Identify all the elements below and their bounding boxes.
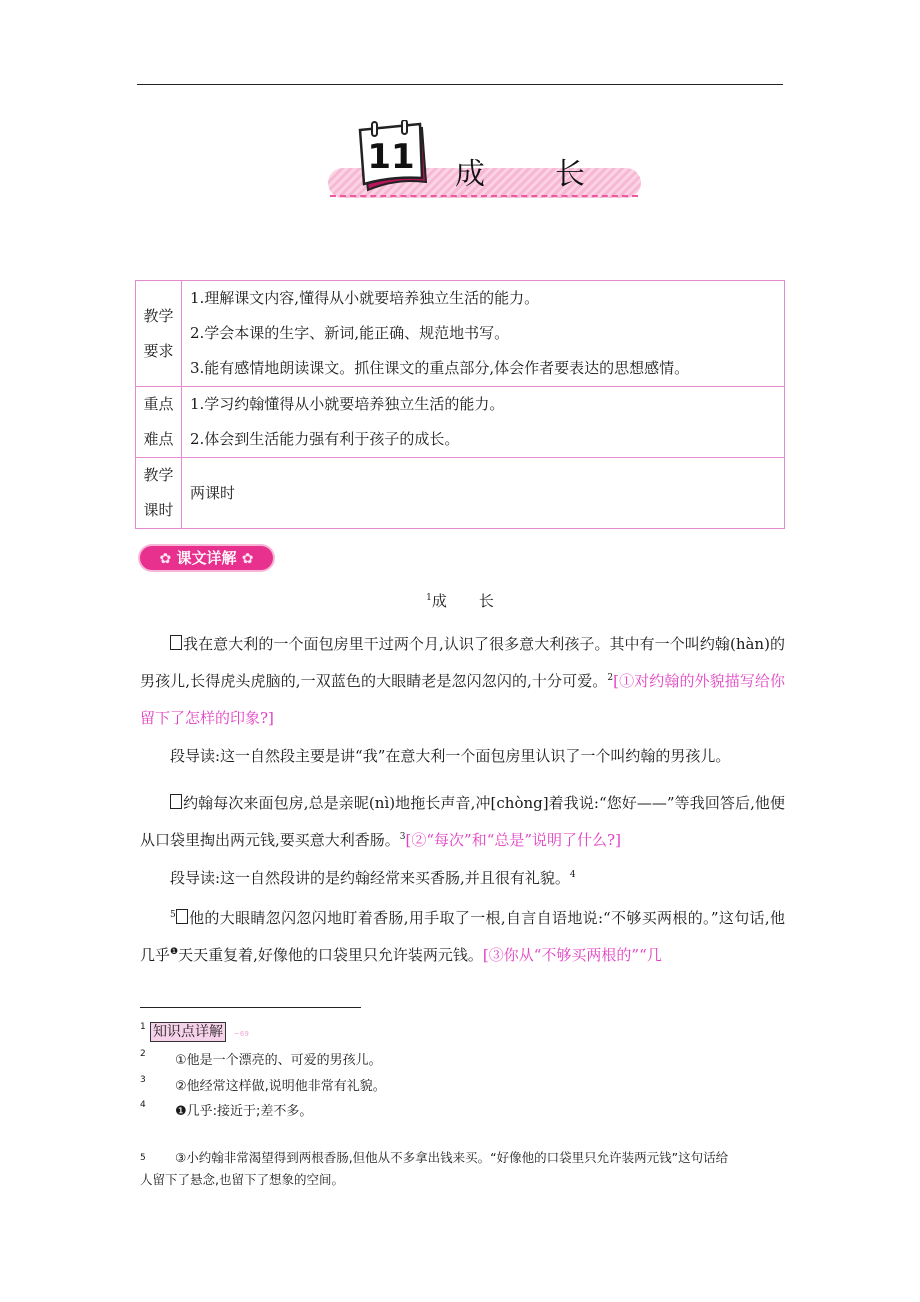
question-note: [②“每次”和“总是”说明了什么?] bbox=[405, 831, 621, 849]
footnote-3: 3 ②他经常这样做,说明他非常有礼貌。 bbox=[140, 1075, 386, 1094]
paragraph-3: $^5$ 他的大眼睛忽闪忽闪地盯着香肠,用手取了一根,自言自语地说:“不够买两根的。”这句话,他几乎$^❶$天天重复着,好像他的口袋里只允许装两元钱。[③你从“不够买两根的”“几 bbox=[140, 909, 785, 964]
guide-2: 段导读:这一自然段讲的是约翰经常来买香肠,并且很有礼貌。$^4$ bbox=[170, 869, 576, 887]
question-note: [③你从“不够买两根的”“几 bbox=[482, 946, 662, 964]
objective-item: 两课时 bbox=[190, 484, 236, 502]
paragraph-2: 约翰每次来面包房,总是亲昵(nì)地拖长声音,冲[chòng]着我说:“您好——”等我回答后,他便从口袋里掏出两元钱,要买意大利香肠。$^3$[②“每次”和“总是”说明了什么?] bbox=[140, 794, 785, 849]
objectives-table bbox=[135, 280, 785, 529]
footnote-5: 5 ③小约翰非常渴望得到两根香肠,但他从不多拿出钱来买。“好像他的口袋里只允许装两元钱”这句话给 人留下了悬念,也留下了想象的空间。 bbox=[140, 1150, 729, 1187]
table-row bbox=[136, 458, 785, 529]
objective-item: 1.理解课文内容,懂得从小就要培养独立生活的能力。 bbox=[190, 289, 540, 307]
table-row bbox=[136, 281, 785, 387]
objective-item: 2.体会到生活能力强有利于孩子的成长。 bbox=[190, 430, 460, 448]
star-icon: ✿ bbox=[159, 551, 172, 567]
guide-1: 段导读:这一自然段主要是讲“我”在意大利一个面包房里认识了一个叫约翰的男孩儿。 bbox=[170, 747, 731, 765]
table-row bbox=[136, 387, 785, 458]
lesson-title: 成长 bbox=[455, 157, 655, 192]
row-content bbox=[182, 281, 785, 387]
calendar-icon bbox=[356, 120, 430, 198]
objective-item: 3.能有感情地朗读课文。抓住课文的重点部分,体会作者要表达的思想感情。 bbox=[190, 359, 690, 377]
footnote-rule bbox=[140, 1007, 361, 1008]
objective-item: 1.学习约翰懂得从小就要培养独立生活的能力。 bbox=[190, 395, 505, 413]
row-label: 教学 要求 bbox=[136, 281, 182, 387]
lesson-number: 11 bbox=[367, 137, 415, 177]
paragraph-1: 我在意大利的一个面包房里干过两个月,认识了很多意大利孩子。其中有一个叫约翰(hàn)的男孩儿,长得虎头虎脑的,一双蓝色的大眼睛老是忽闪忽闪的,十分可爱。$^2$[①对约翰的外貌描写给你留下了怎样的印象?] bbox=[140, 635, 786, 727]
paragraph-marker-icon bbox=[170, 635, 182, 650]
footnote-2: 2 ①他是一个漂亮的、可爱的男孩儿。 bbox=[140, 1049, 382, 1068]
footnote-4: 4 ❶几乎:接近于;差不多。 bbox=[140, 1100, 313, 1119]
text-title: $^1$成 长 bbox=[426, 592, 494, 610]
star-icon: ✿ bbox=[241, 551, 254, 567]
row-label: 教学 课时 bbox=[136, 458, 182, 529]
knowledge-label: 知识点详解 bbox=[150, 1022, 226, 1042]
section-badge-label: 课文详解 bbox=[176, 549, 237, 567]
question-note: [①对约翰的外貌描写给你留下了怎样的印象?] bbox=[140, 672, 786, 727]
section-badge bbox=[140, 546, 273, 570]
paragraph-marker-icon bbox=[170, 794, 182, 809]
row-label: 重点 难点 bbox=[136, 387, 182, 458]
header-rule bbox=[137, 84, 783, 85]
objective-item: 2.学会本课的生字、新词,能正确、规范地书写。 bbox=[190, 324, 510, 342]
footnote-1: 1 知识点详解 ~69 bbox=[140, 1022, 249, 1040]
row-content bbox=[182, 387, 785, 458]
row-content bbox=[182, 458, 785, 529]
paragraph-marker-icon bbox=[176, 909, 188, 924]
